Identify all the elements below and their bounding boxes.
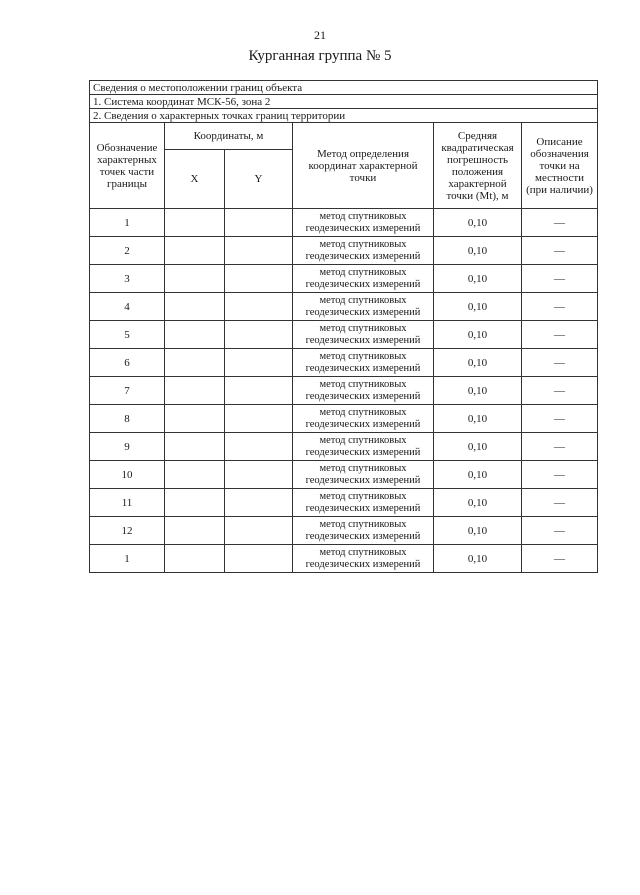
point-number-cell: 10 [90,461,165,489]
description-cell: — [522,545,598,573]
x-coordinate-cell [165,293,225,321]
x-coordinate-cell [165,349,225,377]
y-coordinate-cell [225,321,293,349]
x-coordinate-cell [165,209,225,237]
point-number-cell: 12 [90,517,165,545]
method-cell: метод спутниковых геодезических измерений [293,321,434,349]
object-boundaries-info-row: Сведения о местоположении границ объекта [90,81,598,95]
method-cell: метод спутниковых геодезических измерений [293,433,434,461]
y-coordinate-cell [225,377,293,405]
y-coordinate-cell [225,265,293,293]
point-number-cell: 7 [90,377,165,405]
error-cell: 0,10 [434,321,522,349]
x-coordinate-cell [165,265,225,293]
x-coordinate-cell [165,433,225,461]
header-mean-error: Средняя квадратическая погрешность положения характерной точки (Mt), м [434,123,522,209]
y-coordinate-cell [225,293,293,321]
description-cell: — [522,377,598,405]
point-number-cell: 4 [90,293,165,321]
method-cell: метод спутниковых геодезических измерений [293,377,434,405]
error-cell: 0,10 [434,349,522,377]
method-cell: метод спутниковых геодезических измерений [293,209,434,237]
coordinate-system-row: 1. Система координат МСК-56, зона 2 [90,95,598,109]
header-description: Описание обозначения точки на местности (при наличии) [522,123,598,209]
y-coordinate-cell [225,405,293,433]
y-coordinate-cell [225,489,293,517]
page-number: 21 [314,28,326,42]
table-row [90,293,598,321]
error-cell: 0,10 [434,209,522,237]
description-cell: — [522,237,598,265]
description-cell: — [522,489,598,517]
x-coordinate-cell [165,545,225,573]
table-row [90,517,598,545]
table-row [90,209,598,237]
x-coordinate-cell [165,321,225,349]
point-number-cell: 6 [90,349,165,377]
method-cell: метод спутниковых геодезических измерений [293,265,434,293]
x-coordinate-cell [165,377,225,405]
point-number-cell: 11 [90,489,165,517]
description-cell: — [522,517,598,545]
description-cell: — [522,293,598,321]
error-cell: 0,10 [434,517,522,545]
description-cell: — [522,265,598,293]
error-cell: 0,10 [434,293,522,321]
header-coordinates: Координаты, м [165,123,293,150]
method-cell: метод спутниковых геодезических измерений [293,461,434,489]
error-cell: 0,10 [434,265,522,293]
error-cell: 0,10 [434,237,522,265]
point-number-cell: 9 [90,433,165,461]
table-row [90,265,598,293]
method-cell: метод спутниковых геодезических измерений [293,237,434,265]
document-title: Курганная группа № 5 [248,48,392,64]
point-number-cell: 5 [90,321,165,349]
table-row [90,377,598,405]
header-y: Y [225,150,293,209]
x-coordinate-cell [165,237,225,265]
method-cell: метод спутниковых геодезических измерений [293,349,434,377]
error-cell: 0,10 [434,433,522,461]
error-cell: 0,10 [434,405,522,433]
description-cell: — [522,349,598,377]
description-cell: — [522,321,598,349]
method-cell: метод спутниковых геодезических измерений [293,405,434,433]
x-coordinate-cell [165,461,225,489]
description-cell: — [522,209,598,237]
description-cell: — [522,433,598,461]
x-coordinate-cell [165,517,225,545]
point-number-cell: 2 [90,237,165,265]
y-coordinate-cell [225,433,293,461]
point-number-cell: 1 [90,545,165,573]
table-row [90,433,598,461]
territory-points-info-row: 2. Сведения о характерных точках границ территории [90,109,598,123]
header-point-designation: Обозначение характерных точек части границы [90,123,165,209]
table-row [90,489,598,517]
table-body [90,209,598,573]
boundary-points-table [89,80,598,573]
y-coordinate-cell [225,349,293,377]
table-row [90,545,598,573]
x-coordinate-cell [165,489,225,517]
y-coordinate-cell [225,209,293,237]
x-coordinate-cell [165,405,225,433]
method-cell: метод спутниковых геодезических измерений [293,545,434,573]
error-cell: 0,10 [434,545,522,573]
description-cell: — [522,461,598,489]
header-method: Метод определения координат характерной точки [293,123,434,209]
error-cell: 0,10 [434,461,522,489]
point-number-cell: 8 [90,405,165,433]
description-cell: — [522,405,598,433]
y-coordinate-cell [225,461,293,489]
point-number-cell: 1 [90,209,165,237]
header-x: X [165,150,225,209]
method-cell: метод спутниковых геодезических измерений [293,293,434,321]
error-cell: 0,10 [434,377,522,405]
method-cell: метод спутниковых геодезических измерений [293,489,434,517]
point-number-cell: 3 [90,265,165,293]
table-row [90,461,598,489]
method-cell: метод спутниковых геодезических измерений [293,517,434,545]
table-row [90,237,598,265]
y-coordinate-cell [225,545,293,573]
y-coordinate-cell [225,237,293,265]
table-row [90,349,598,377]
table-row [90,405,598,433]
y-coordinate-cell [225,517,293,545]
table-row [90,321,598,349]
error-cell: 0,10 [434,489,522,517]
